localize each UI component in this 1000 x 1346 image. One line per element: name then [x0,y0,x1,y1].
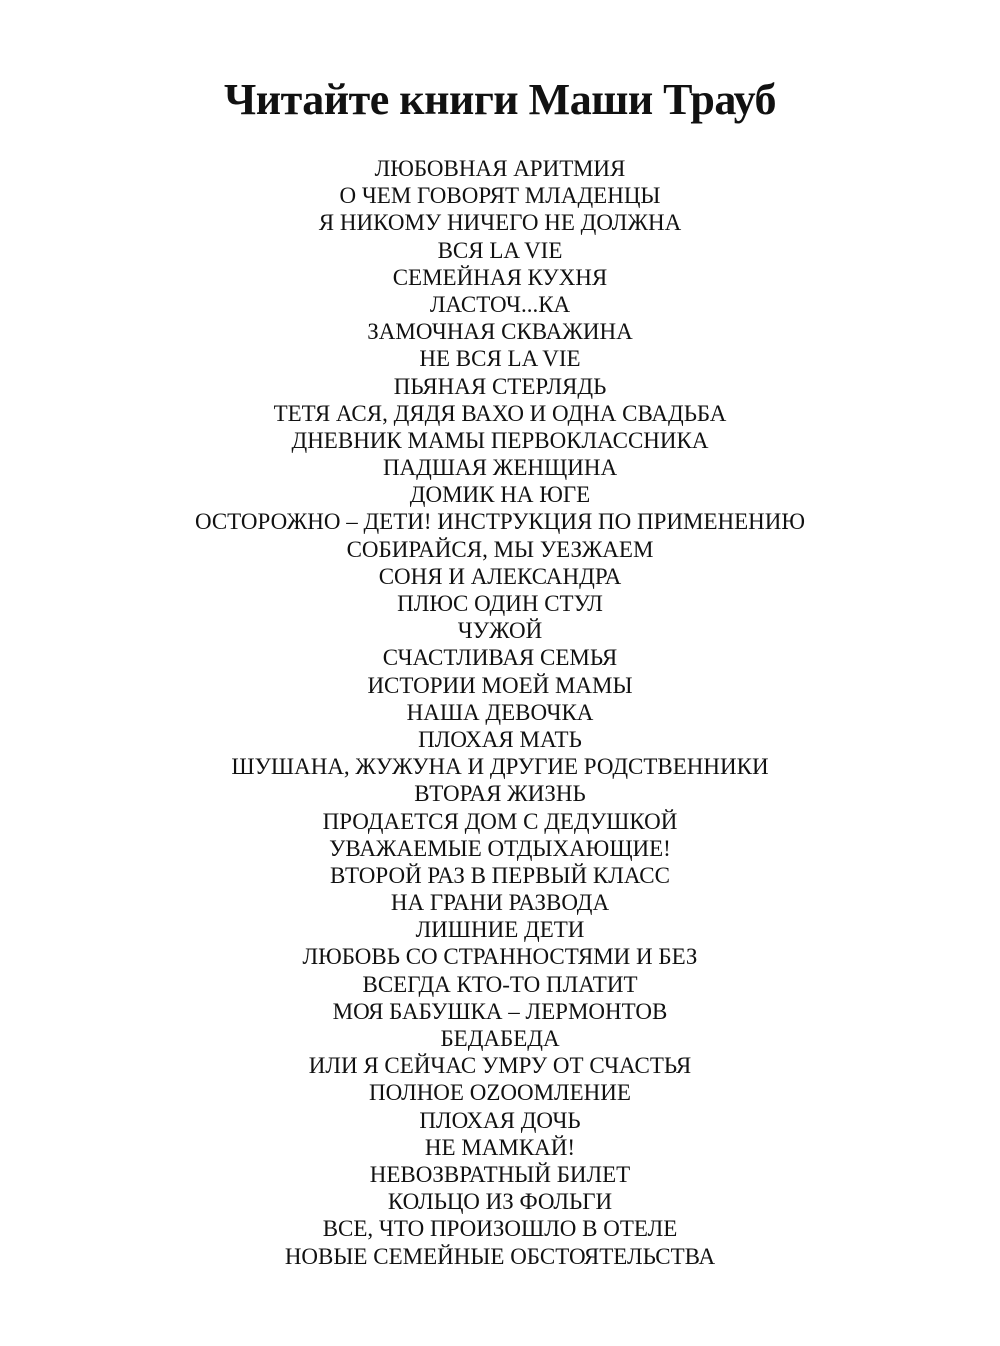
book-title-item: ЛЮБОВЬ СО СТРАННОСТЯМИ И БЕЗ [302,944,698,970]
book-title-item: НА ГРАНИ РАЗВОДА [390,890,610,916]
book-title-item: НЕ ВСЯ LA VIE [419,346,581,372]
book-title-item: НОВЫЕ СЕМЕЙНЫЕ ОБСТОЯТЕЛЬСТВА [284,1243,716,1269]
page-title: Читайте книги Маши Трауб [223,75,777,124]
book-title-item: СЕМЕЙНАЯ КУХНЯ [392,264,608,290]
book-title-item: ИЛИ Я СЕЙЧАС УМРУ ОТ СЧАСТЬЯ [308,1053,692,1079]
book-title-item: О ЧЕМ ГОВОРЯТ МЛАДЕНЦЫ [339,183,661,209]
book-title-item: ПАДШАЯ ЖЕНЩИНА [382,455,618,481]
book-title-item: ЛЮБОВНАЯ АРИТМИЯ [374,156,626,181]
book-title-item: ВТОРАЯ ЖИЗНЬ [414,781,586,807]
book-title-item: ДНЕВНИК МАМЫ ПЕРВОКЛАССНИКА [291,427,709,453]
book-title-item: КОЛЬЦО ИЗ ФОЛЬГИ [387,1189,613,1215]
book-title-item: ПРОДАЕТСЯ ДОМ С ДЕДУШКОЙ [322,808,678,834]
book-title-item: ПЛОХАЯ МАТЬ [418,726,582,752]
book-title-item: СЧАСТЛИВАЯ СЕМЬЯ [382,645,618,671]
book-title-item: Я НИКОМУ НИЧЕГО НЕ ДОЛЖНА [318,210,682,236]
book-title-item: ТЕТЯ АСЯ, ДЯДЯ ВАХО И ОДНА СВАДЬБА [273,400,727,426]
book-title-item: ПОЛНОЕ OZOOMЛЕНИЕ [369,1080,631,1106]
book-title-item: ВСЕГДА КТО-ТО ПЛАТИТ [362,971,638,997]
book-title-item: ИСТОРИИ МОЕЙ МАМЫ [367,672,633,698]
book-title-item: ШУШАНА, ЖУЖУНА И ДРУГИЕ РОДСТВЕННИКИ [231,754,769,780]
book-title-item: ЗАМОЧНАЯ СКВАЖИНА [367,319,633,345]
book-title-item: ВСЕ, ЧТО ПРОИЗОШЛО В ОТЕЛЕ [322,1216,678,1242]
book-title-item: ПЛОХАЯ ДОЧЬ [419,1107,581,1133]
book-title-item: ВСЯ LA VIE [437,237,563,263]
book-title-item: НЕВОЗВРАТНЫЙ БИЛЕТ [369,1161,631,1187]
book-title-item: ДОМИК НА ЮГЕ [409,482,591,508]
book-title-item: СОНЯ И АЛЕКСАНДРА [378,563,622,589]
book-title-item: ЛАСТОЧ...КА [429,291,571,317]
book-title-item: НАША ДЕВОЧКА [406,699,594,725]
book-title-item: МОЯ БАБУШКА – ЛЕРМОНТОВ [332,998,668,1024]
book-title-item: ОСТОРОЖНО – ДЕТИ! ИНСТРУКЦИЯ ПО ПРИМЕНЕНИЮ [194,509,806,535]
book-title-item: ПЛЮС ОДИН СТУЛ [397,591,603,616]
book-title-item: ЧУЖОЙ [457,618,543,644]
book-title-item: НЕ МАМКАЙ! [424,1134,576,1160]
book-title-item: ПЬЯНАЯ СТЕРЛЯДЬ [393,373,607,399]
book-title-item: ВТОРОЙ РАЗ В ПЕРВЫЙ КЛАСС [330,862,670,888]
book-title-item: СОБИРАЙСЯ, МЫ УЕЗЖАЕМ [346,536,654,562]
book-title-item: УВАЖАЕМЫЕ ОТДЫХАЮЩИЕ! [329,835,671,861]
book-title-item: БЕДАБЕДА [440,1026,560,1051]
book-list [0,155,1000,1270]
book-title-item: ЛИШНИЕ ДЕТИ [415,917,585,943]
